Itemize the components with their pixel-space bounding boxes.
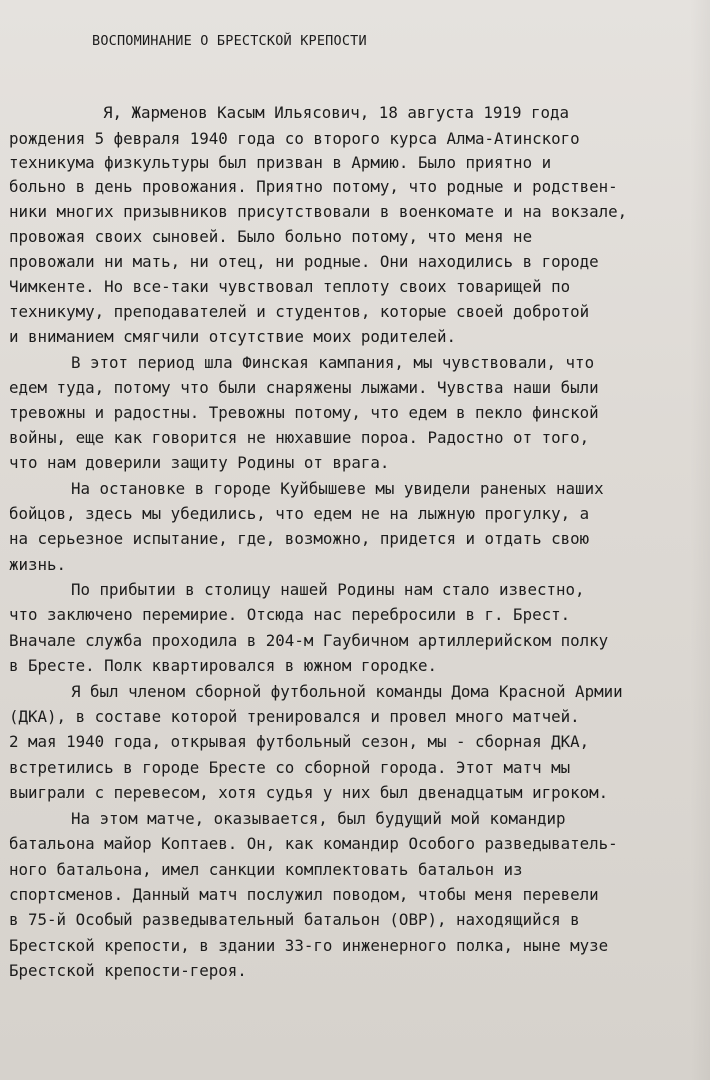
text-line: что заключено перемирие. Отсюда нас перебросили в г. Брест. — [9, 605, 571, 624]
text-line: в 75-й Особый разведывательный батальон (ОВР), находящийся в — [9, 910, 580, 929]
text-line: техникума физкультуры был призван в Армию. Было приятно и — [9, 153, 552, 172]
text-line: батальона майор Коптаев. Он, как командир Особого разведыватель- — [9, 834, 618, 853]
text-line: войны, еще как говорится не нюхавшие пороа. Радостно от того, — [9, 428, 590, 447]
text-line: Я был членом сборной футбольной команды Дома Красной Армии — [71, 682, 623, 701]
text-line: ного батальона, имел санкции комплектовать батальон из — [9, 860, 523, 879]
text-line: жизнь. — [9, 555, 67, 574]
text-line: Я, Жарменов Касым Ильясович, 18 августа 1919 года — [103, 103, 570, 122]
text-line: едем туда, потому что были снаряжены лыжами. Чувства наши были — [9, 378, 599, 397]
text-line: больно в день провожания. Приятно потому, что родные и родствен- — [9, 177, 618, 196]
text-line: что нам доверили защиту Родины от врага. — [9, 453, 390, 472]
text-line: рождения 5 февраля 1940 года со второго курса Алма-Атинского — [9, 129, 580, 148]
text-line: провожая своих сыновей. Было больно потому, что меня не — [9, 227, 533, 246]
text-line: (ДКА), в составе которой тренировался и провел много матчей. — [9, 707, 580, 726]
text-line: ники многих призывников присутствовали в военкомате и на вокзале, — [9, 202, 628, 221]
page-edge-shadow — [690, 0, 710, 1080]
text-line: спортсменов. Данный матч послужил поводом, чтобы меня перевели — [9, 885, 599, 904]
document-title: ВОСПОМИНАНИЕ О БРЕСТСКОЙ КРЕПОСТИ — [92, 33, 367, 49]
text-line: на серьезное испытание, где, возможно, придется и отдать свою — [9, 529, 590, 548]
text-line: Брестской крепости-героя. — [9, 961, 247, 980]
text-line: Чимкенте. Но все-таки чувствовал теплоту своих товарищей по — [9, 277, 571, 296]
text-line: На остановке в городе Куйбышеве мы увидели раненых наших — [71, 479, 604, 498]
text-line: тревожны и радостны. Тревожны потому, что едем в пекло финской — [9, 403, 599, 422]
text-line: техникуму, преподавателей и студентов, которые своей добротой — [9, 302, 590, 321]
text-line: 2 мая 1940 года, открывая футбольный сезон, мы - сборная ДКА, — [9, 732, 590, 751]
text-line: выиграли с перевесом, хотя судья у них был двенадцатым игроком. — [9, 783, 609, 802]
text-line: По прибытии в столицу нашей Родины нам стало известно, — [71, 580, 585, 599]
text-line: и вниманием смягчили отсутствие моих родителей. — [9, 327, 456, 346]
text-line: встретились в городе Бресте со сборной города. Этот матч мы — [9, 758, 571, 777]
text-line: На этом матче, оказывается, был будущий мой командир — [71, 809, 566, 828]
text-line: Вначале служба проходила в 204-м Гаубичном артиллерийском полку — [9, 631, 609, 650]
text-line: бойцов, здесь мы убедились, что едем не на лыжную прогулку, а — [9, 504, 590, 523]
text-line: В этот период шла Финская кампания, мы чувствовали, что — [71, 353, 595, 372]
text-line: провожали ни мать, ни отец, ни родные. Они находились в городе — [9, 252, 599, 271]
text-line: в Бресте. Полк квартировался в южном городке. — [9, 656, 437, 675]
text-line: Брестской крепости, в здании 33-го инженерного полка, ныне музе — [9, 936, 609, 955]
